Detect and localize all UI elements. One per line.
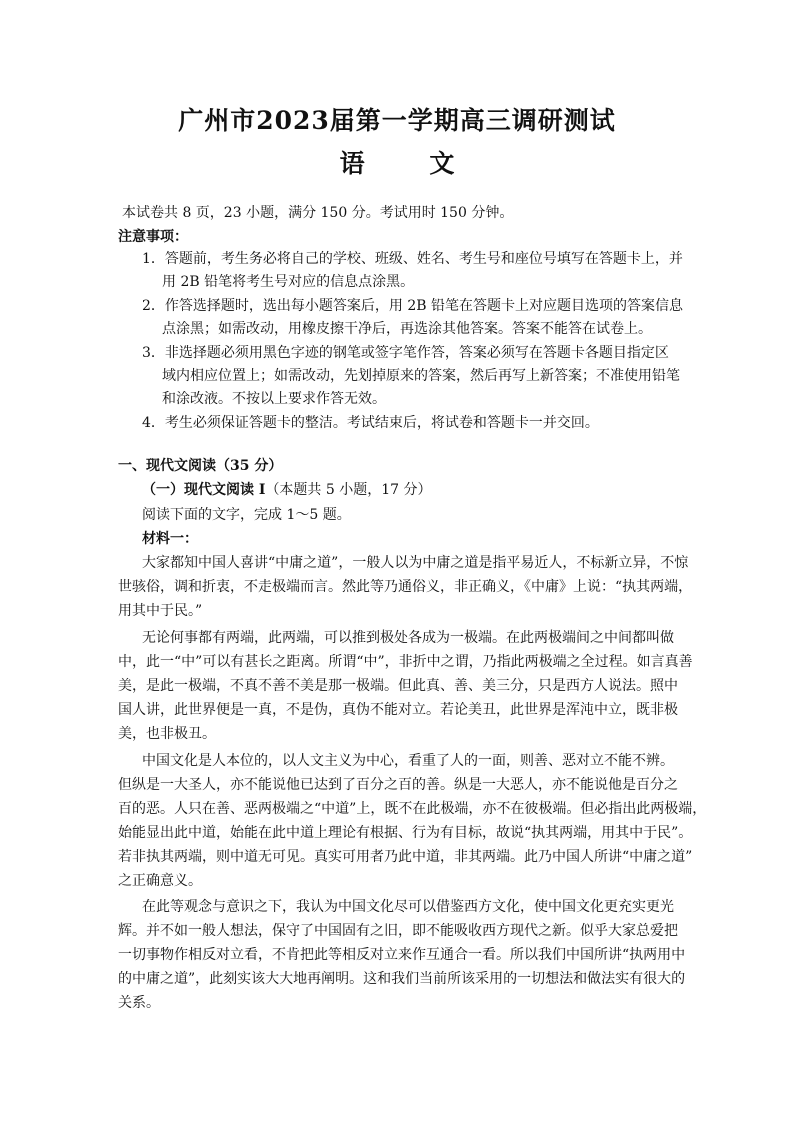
paragraph-line: 无论何事都有两端，此两端，可以推到极处各成为一极端。在此两极端间之中间都叫做 (142, 630, 674, 646)
material-label: 材料一： (142, 531, 198, 547)
notice-item-2-line-1: 2．作答选择题时，选出每小题答案后，用 2B 铅笔在答题卡上对应题目选项的答案信息 (142, 298, 684, 314)
notice-item-1-line-1: 1．答题前，考生务必将自己的学校、班级、姓名、考生号和座位号填写在答题卡上，并 (142, 251, 683, 267)
paragraph-line: 辉。并不如一般人想法，保守了中国固有之旧，即不能吸收西方现代之新。似乎大家总爱把 (118, 923, 678, 939)
exam-intro: 本试卷共 8 页，23 小题，满分 150 分。考试用时 150 分钟。 (122, 205, 514, 221)
paragraph-line: 美，也非极丑。 (118, 726, 216, 742)
sub-section-heading-bold: （一）现代文阅读 Ⅰ (142, 482, 266, 498)
paragraph-line: 中国文化是人本位的，以人文主义为中心，看重了人的一面，则善、恶对立不能不辨。 (142, 753, 674, 769)
reading-instruction: 阅读下面的文字，完成 1～5 题。 (142, 507, 351, 523)
paragraph-line: 一切事物作相反对立看，不肯把此等相反对立来作互通合一看。所以我们中国所讲“执两用中 (118, 947, 686, 963)
paragraph-line: 之正确意义。 (118, 873, 202, 889)
paragraph-line: 用其中于民。” (118, 603, 203, 619)
paragraph-line: 在此等观念与意识之下，我认为中国文化尽可以借鉴西方文化，使中国文化更充实更光 (142, 899, 674, 915)
paragraph-line: 的中庸之道”，此刻实该大大地再阐明。这和我们当前所该采用的一切想法和做法实有很大的 (118, 971, 686, 987)
paragraph-line: 关系。 (118, 995, 160, 1011)
paragraph-line: 但纵是一大圣人，亦不能说他已达到了百分之百的善。纵是一大恶人，亦不能说他是百分之 (118, 777, 678, 793)
paragraph-line: 若非执其两端，则中道无可见。真实可用者乃此中道，非其两端。此乃中国人所讲“中庸之道” (118, 849, 693, 865)
notice-item-2-line-2: 点涂黑；如需改动，用橡皮擦干净后，再选涂其他答案。答案不能答在试卷上。 (162, 321, 652, 337)
paragraph-line: 美，是此一极端，不真不善不美是那一极端。但此真、善、美三分，只是西方人说法。照中 (118, 678, 678, 694)
notice-heading: 注意事项： (118, 229, 188, 245)
paragraph-line: 百的恶。人只在善、恶两极端之“中道”上，既不在此极端，亦不在彼极端。但必指出此两极端， (118, 801, 707, 817)
notice-item-3-line-1: 3．非选择题必须用黑色字迹的钢笔或签字笔作答，答案必须写在答题卡各题目指定区 (142, 345, 669, 361)
paragraph-line: 国人讲，此世界便是一真，不是伪，真伪不能对立。若论美丑，此世界是浑沌中立，既非极 (118, 702, 678, 718)
notice-item-4-line-1: 4．考生必须保证答题卡的整洁。考试结束后，将试卷和答题卡一并交回。 (142, 415, 599, 431)
subject-title: 语 文 (339, 149, 483, 178)
paragraph-line: 中，此一“中”可以有甚长之距离。所谓“中”，非折中之谓，乃指此两极端之全过程。如言真善 (118, 654, 693, 670)
notice-item-1-line-2: 用 2B 铅笔将考生号对应的信息点涂黑。 (162, 274, 415, 290)
paragraph-line: 大家都知中国人喜讲“中庸之道”，一般人以为中庸之道是指平易近人，不标新立异，不惊 (142, 555, 689, 571)
paragraph-line: 世骇俗，调和折衷，不走极端而言。然此等乃通俗义，非正确义，《中庸》上说：“执其两端， (118, 579, 693, 595)
sub-section-heading (142, 480, 432, 500)
paragraph-line: 始能显出此中道，始能在此中道上理论有根据、行为有目标，故说“执其两端，用其中于民”。 (118, 825, 693, 841)
notice-item-3-line-3: 和涂改液。不按以上要求作答无效。 (162, 391, 386, 407)
sub-section-heading-detail: （本题共 5 小题，17 分） (265, 482, 432, 498)
section-heading: 一、现代文阅读（35 分） (118, 458, 283, 474)
notice-item-3-line-2: 域内相应位置上；如需改动，先划掉原来的答案，然后再写上新答案；不准使用铅笔 (162, 368, 680, 384)
exam-title: 广州市2023届第一学期高三调研测试 (178, 106, 616, 135)
